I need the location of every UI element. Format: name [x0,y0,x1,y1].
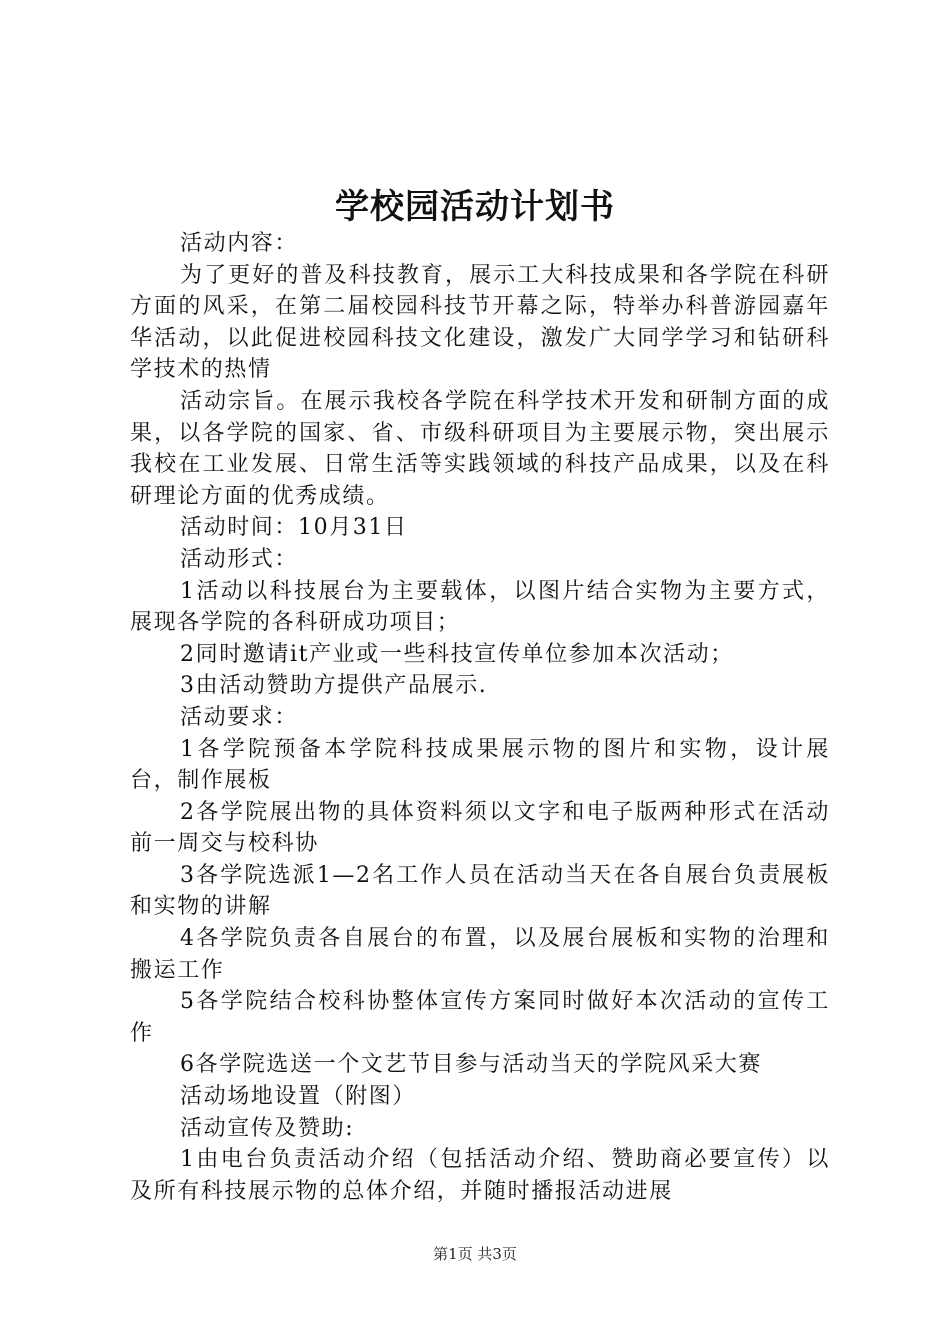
body-paragraph: 活动宗旨。在展示我校各学院在科学技术开发和研制方面的成果，以各学院的国家、省、市级科研项目为主要展示物，突出展示我校在工业发展、日常生活等实践领域的科技产品成果，以及在科研理论方面的优秀成绩。 [130,388,830,509]
section-heading-content: 活动内容： [180,231,299,256]
list-item: 2各学院展出物的具体资料须以文字和电子版两种形式在活动前一周交与校科协 [130,799,830,857]
list-item: 6各学院选送一个文艺节目参与活动当天的学院风采大赛 [180,1052,762,1078]
list-item: 1由电台负责活动介绍（包括活动介绍、赞助商必要宣传）以及所有科技展示物的总体介绍，并随时播报活动进展 [130,1147,830,1204]
section-heading-venue: 活动场地设置（附图） [180,1084,417,1110]
document-body [130,228,830,1207]
activity-time: 活动时间：10月31日 [180,515,408,541]
list-item: 5各学院结合校科协整体宣传方案同时做好本次活动的宣传工作 [130,989,830,1046]
list-item: 3各学院选派1—2名工作人员在活动当天在各自展台负责展板和实物的讲解 [130,862,830,920]
list-item: 2同时邀请it产业或一些科技宣传单位参加本次活动； [180,641,734,667]
section-heading-publicity: 活动宣传及赞助: [180,1115,355,1141]
document-title: 学校园活动计划书 [335,187,615,227]
list-item: 3由活动赞助方提供产品展示. [180,673,488,699]
list-item: 4各学院负责各自展台的布置，以及展台展板和实物的治理和搬运工作 [130,926,830,983]
body-paragraph: 为了更好的普及科技教育，展示工大科技成果和各学院在科研方面的风采，在第二届校园科技节开幕之际，特举办科普游园嘉年华活动，以此促进校园科技文化建设，激发广大同学学习和钻研科学技术的热情 [130,262,830,383]
section-heading-format: 活动形式： [180,546,299,572]
list-item: 1活动以科技展台为主要载体，以图片结合实物为主要方式，展现各学院的各科研成功项目； [130,578,830,636]
page-number-footer: 第1页 共3页 [433,1245,517,1263]
list-item: 1各学院预备本学院科技成果展示物的图片和实物，设计展台，制作展板 [130,736,830,794]
section-heading-requirements: 活动要求： [180,704,299,730]
